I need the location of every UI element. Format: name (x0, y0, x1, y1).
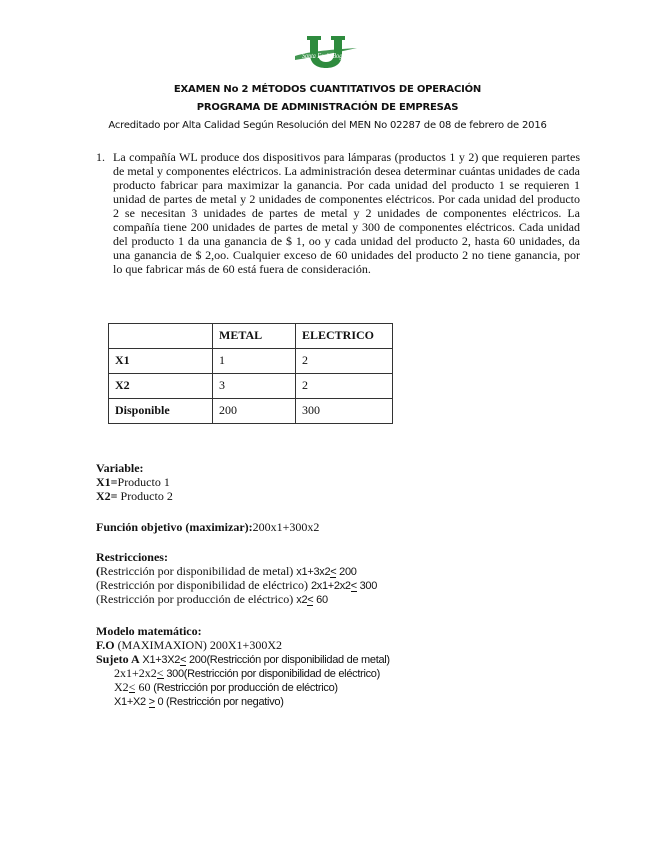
table-cell: 3 (213, 374, 296, 399)
restriction-bound: 60 (313, 594, 328, 606)
constraint-note: (Restricción por disponibilidad de metal) (206, 654, 390, 666)
restrictions-title: Restricciones: (96, 550, 168, 564)
logo-script-text: Santa Fe de Bogotá (302, 52, 351, 60)
table-header-cell: ELECTRICO (296, 324, 393, 349)
constraint-expr: X1+X2 (114, 696, 149, 708)
variable-x1-label: X1= (96, 475, 118, 489)
geq-symbol: > (148, 696, 155, 708)
constraint-bound: 200 (186, 654, 207, 666)
constraint-note: (Restricción por negativo) (163, 696, 284, 708)
open-paren: ( (96, 564, 100, 578)
leq-symbol: < (180, 654, 187, 666)
resource-table (108, 323, 393, 424)
constraint-expr: X2 (114, 680, 129, 694)
table-cell: 2 (296, 349, 393, 374)
objective-function (96, 520, 319, 534)
variable-x2-label: X2= (96, 489, 118, 503)
table-cell: X1 (109, 349, 213, 374)
table-cell: 200 (213, 399, 296, 424)
program-title: PROGRAMA DE ADMINISTRACIÓN DE EMPRESAS (196, 102, 459, 113)
problem-number: 1. (96, 150, 105, 164)
model-objective (96, 638, 390, 652)
leq-symbol: < (128, 680, 136, 694)
table-header-cell (109, 324, 213, 349)
table-cell: X2 (109, 374, 213, 399)
fo-label: F.O (96, 638, 115, 652)
constraint-expr: X1+3X2 (139, 654, 181, 666)
restriction-bound: 200 (336, 566, 357, 578)
university-logo (293, 34, 359, 72)
table-cell: Disponible (109, 399, 213, 424)
constraint-note: (Restricción por producción de eléctrico) (150, 682, 338, 694)
constraint-note: (Restricción por disponibilidad de eléctrico) (183, 668, 380, 680)
restriction-metal (96, 564, 377, 578)
leq-symbol: < (156, 666, 164, 680)
leq-symbol: < (350, 580, 357, 592)
restriction-expr: x1+3x2 (296, 566, 331, 578)
exam-title: EXAMEN No 2 MÉTODOS CUANTITATIVOS DE OPERACIÓN (173, 84, 482, 95)
model-constraint-1 (96, 652, 390, 666)
restriction-text: (Restricción por producción de eléctrico) (96, 592, 297, 606)
table-row (109, 399, 393, 424)
restriction-expr: 2x1+2x2 (310, 580, 351, 592)
restriction-production (96, 592, 377, 606)
variables-title: Variable: (96, 461, 144, 475)
constraint-bound: 0 (154, 696, 164, 708)
subject-label: Sujeto A (96, 652, 140, 666)
problem-statement (96, 150, 580, 276)
table-cell: 300 (296, 399, 393, 424)
table-cell: 2 (296, 374, 393, 399)
leq-symbol: < (307, 594, 314, 606)
restriction-electric (96, 578, 377, 592)
constraint-expr: 2x1+2x2 (114, 666, 157, 680)
table-header-cell: METAL (213, 324, 296, 349)
objective-value: 200x1+300x2 (252, 520, 320, 534)
table-cell: 1 (213, 349, 296, 374)
table-header-row (109, 324, 393, 349)
restrictions-section (96, 550, 377, 606)
model-constraint-3 (96, 680, 390, 694)
math-model-section (96, 624, 390, 708)
restriction-bound: 300 (356, 580, 378, 592)
table-row (109, 349, 393, 374)
accreditation-line: Acreditado por Alta Calidad Según Resolución del MEN No 02287 de 08 de febrero de 2016 (108, 120, 547, 131)
model-constraint-2 (96, 666, 390, 680)
table-row (109, 374, 393, 399)
constraint-bound: 300 (163, 668, 184, 680)
restriction-expr: x2 (296, 594, 308, 606)
variable-x1-value: Producto 1 (117, 475, 170, 489)
problem-text: La compañía WL produce dos dispositivos para lámparas (productos 1 y 2) que requieren partes de metal y componentes eléctricos. La administración desea determinar cuántas unidades de cada producto fabricar para maximizar la ganancia. Por cada unidad del producto 1 se requieren 1 unidad de partes de metal y 2 unidades de componentes eléctricos. Por cada unidad del producto 2 se necesitan 3 unidades de partes de metal y 2 unidades de componentes eléctricos. La compañía tiene 200 unidades de partes de metal y 300 de componentes eléctricos. Cada unidad del producto 1 da una ganancia de $ 1, oo y cada unidad del producto 2, hasta 60 unidades, da una ganancia de $ 2,oo. Cualquier exceso de 60 unidades del producto 2 no tiene ganancia, por lo que fabricar más de 60 está fuera de consideración. (113, 150, 580, 276)
variable-x2 (96, 489, 173, 503)
restriction-text: Restricción por disponibilidad de metal) (100, 564, 297, 578)
fo-text: (MAXIMAXION) 200X1+300X2 (114, 638, 282, 652)
variable-x1 (96, 475, 173, 489)
variable-x2-value: Producto 2 (117, 489, 173, 503)
variables-section (96, 461, 173, 503)
model-title: Modelo matemático: (96, 624, 202, 638)
model-constraint-4 (96, 694, 390, 708)
constraint-bound: 60 (135, 680, 151, 694)
objective-label: Función objetivo (maximizar): (96, 520, 253, 534)
leq-symbol: < (330, 566, 337, 578)
restriction-text: (Restricción por disponibilidad de eléctrico) (96, 578, 311, 592)
